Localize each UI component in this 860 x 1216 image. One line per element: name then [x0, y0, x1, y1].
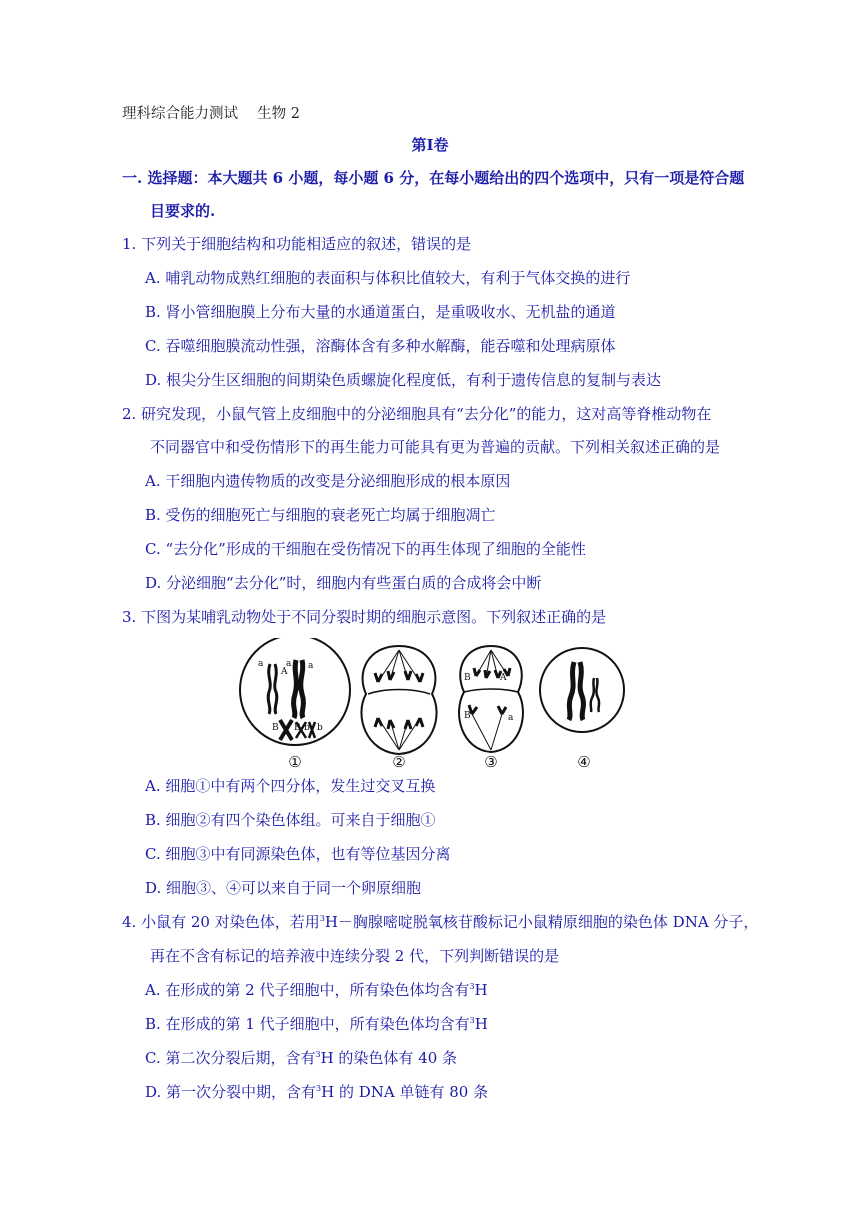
- cell-1-gene-label: A: [281, 667, 288, 677]
- question-3-option-a: A. 细胞①中有两个四分体，发生过交叉互换: [145, 777, 436, 795]
- question-1-option-d: D. 根尖分生区细胞的间期染色质螺旋化程度低，有利于遗传信息的复制与表达: [145, 371, 662, 389]
- question-4-stem-line-2: 再在不含有标记的培养液中连续分裂 2 代，下列判断错误的是: [150, 947, 560, 965]
- question-3-option-b: B. 细胞②有四个染色体组。可来自于细胞①: [145, 811, 436, 829]
- cell-3-gene-label: a: [508, 713, 514, 723]
- section-instructions-line-1: 一. 选择题：本大题共 6 小题，每小题 6 分，在每小题给出的四个选项中，只有一项是符合题: [122, 169, 745, 187]
- question-4-stem-line-1: 4. 小鼠有 20 对染色体，若用$^3$H－胸腺嘧啶脱氧核苷酸标记小鼠精原细胞的染色体 DNA 分子，: [122, 913, 759, 931]
- cell-1-gene-label: a: [308, 661, 314, 671]
- cell-division-figure: [236, 638, 630, 772]
- question-2-option-a: A. 干细胞内遗传物质的改变是分泌细胞形成的根本原因: [145, 472, 511, 490]
- question-2-option-d: D. 分泌细胞“去分化”时，细胞内有些蛋白质的合成将会中断: [145, 574, 542, 592]
- figure-label-cell-4: ④: [577, 753, 591, 771]
- figure-label-cell-1: ①: [288, 753, 302, 771]
- question-4-option-b: B. 在形成的第 1 代子细胞中，所有染色体均含有$^3$H: [145, 1015, 488, 1033]
- question-4-option-d: D. 第一次分裂中期，含有$^3$H 的 DNA 单链有 80 条: [145, 1083, 489, 1101]
- figure-label-cell-2: ②: [392, 753, 406, 771]
- cell-3-gene-label: B: [464, 711, 471, 721]
- cell-3-gene-label: B: [464, 673, 471, 683]
- cell-1-gene-label: a: [258, 659, 264, 669]
- question-1-option-a: A. 哺乳动物成熟红细胞的表面积与体积比值较大，有利于气体交换的进行: [145, 269, 631, 287]
- cell-3-gene-label: A: [500, 673, 507, 683]
- question-4-option-c: C. 第二次分裂后期，含有$^3$H 的染色体有 40 条: [145, 1049, 458, 1067]
- question-3-option-c: C. 细胞③中有同源染色体，也有等位基因分离: [145, 845, 451, 863]
- question-3-stem: 3. 下图为某哺乳动物处于不同分裂时期的细胞示意图。下列叙述正确的是: [122, 608, 607, 626]
- figure-label-cell-3: ③: [484, 753, 498, 771]
- question-2-stem-line-1: 2. 研究发现，小鼠气管上皮细胞中的分泌细胞具有“去分化”的能力，这对高等脊椎动物在: [122, 405, 712, 423]
- cell-1-gene-label: a: [286, 659, 292, 669]
- question-2-stem-line-2: 不同器官中和受伤情形下的再生能力可能具有更为普遍的贡献。下列相关叙述正确的是: [150, 438, 721, 456]
- question-1-option-c: C. 吞噬细胞膜流动性强，溶酶体含有多种水解酶，能吞噬和处理病原体: [145, 337, 616, 355]
- cell-1-gene-label: B: [294, 723, 301, 733]
- cell-1-gene-label: B: [272, 723, 279, 733]
- question-4-option-a: A. 在形成的第 2 代子细胞中，所有染色体均含有$^3$H: [145, 981, 488, 999]
- section-instructions-line-2: 目要求的.: [150, 202, 216, 220]
- cell-3-diagram: [459, 646, 523, 752]
- question-1-stem: 1. 下列关于细胞结构和功能相适应的叙述，错误的是: [122, 235, 472, 253]
- question-2-option-c: C. “去分化”形成的干细胞在受伤情况下的再生体现了细胞的全能性: [145, 540, 586, 558]
- page-header: 理科综合能力测试 生物 2: [122, 106, 300, 122]
- question-3-option-d: D. 细胞③、④可以来自于同一个卵原细胞: [145, 879, 422, 897]
- cell-1-gene-label: b: [317, 723, 323, 733]
- cell-4-diagram: [540, 648, 624, 732]
- cell-2-diagram: [361, 646, 436, 754]
- paper-title: 第Ⅰ卷: [411, 136, 449, 154]
- question-1-option-b: B. 肾小管细胞膜上分布大量的水通道蛋白，是重吸收水、无机盐的通道: [145, 303, 616, 321]
- question-2-option-b: B. 受伤的细胞死亡与细胞的衰老死亡均属于细胞凋亡: [145, 506, 496, 524]
- cell-1-gene-label: b: [304, 723, 310, 733]
